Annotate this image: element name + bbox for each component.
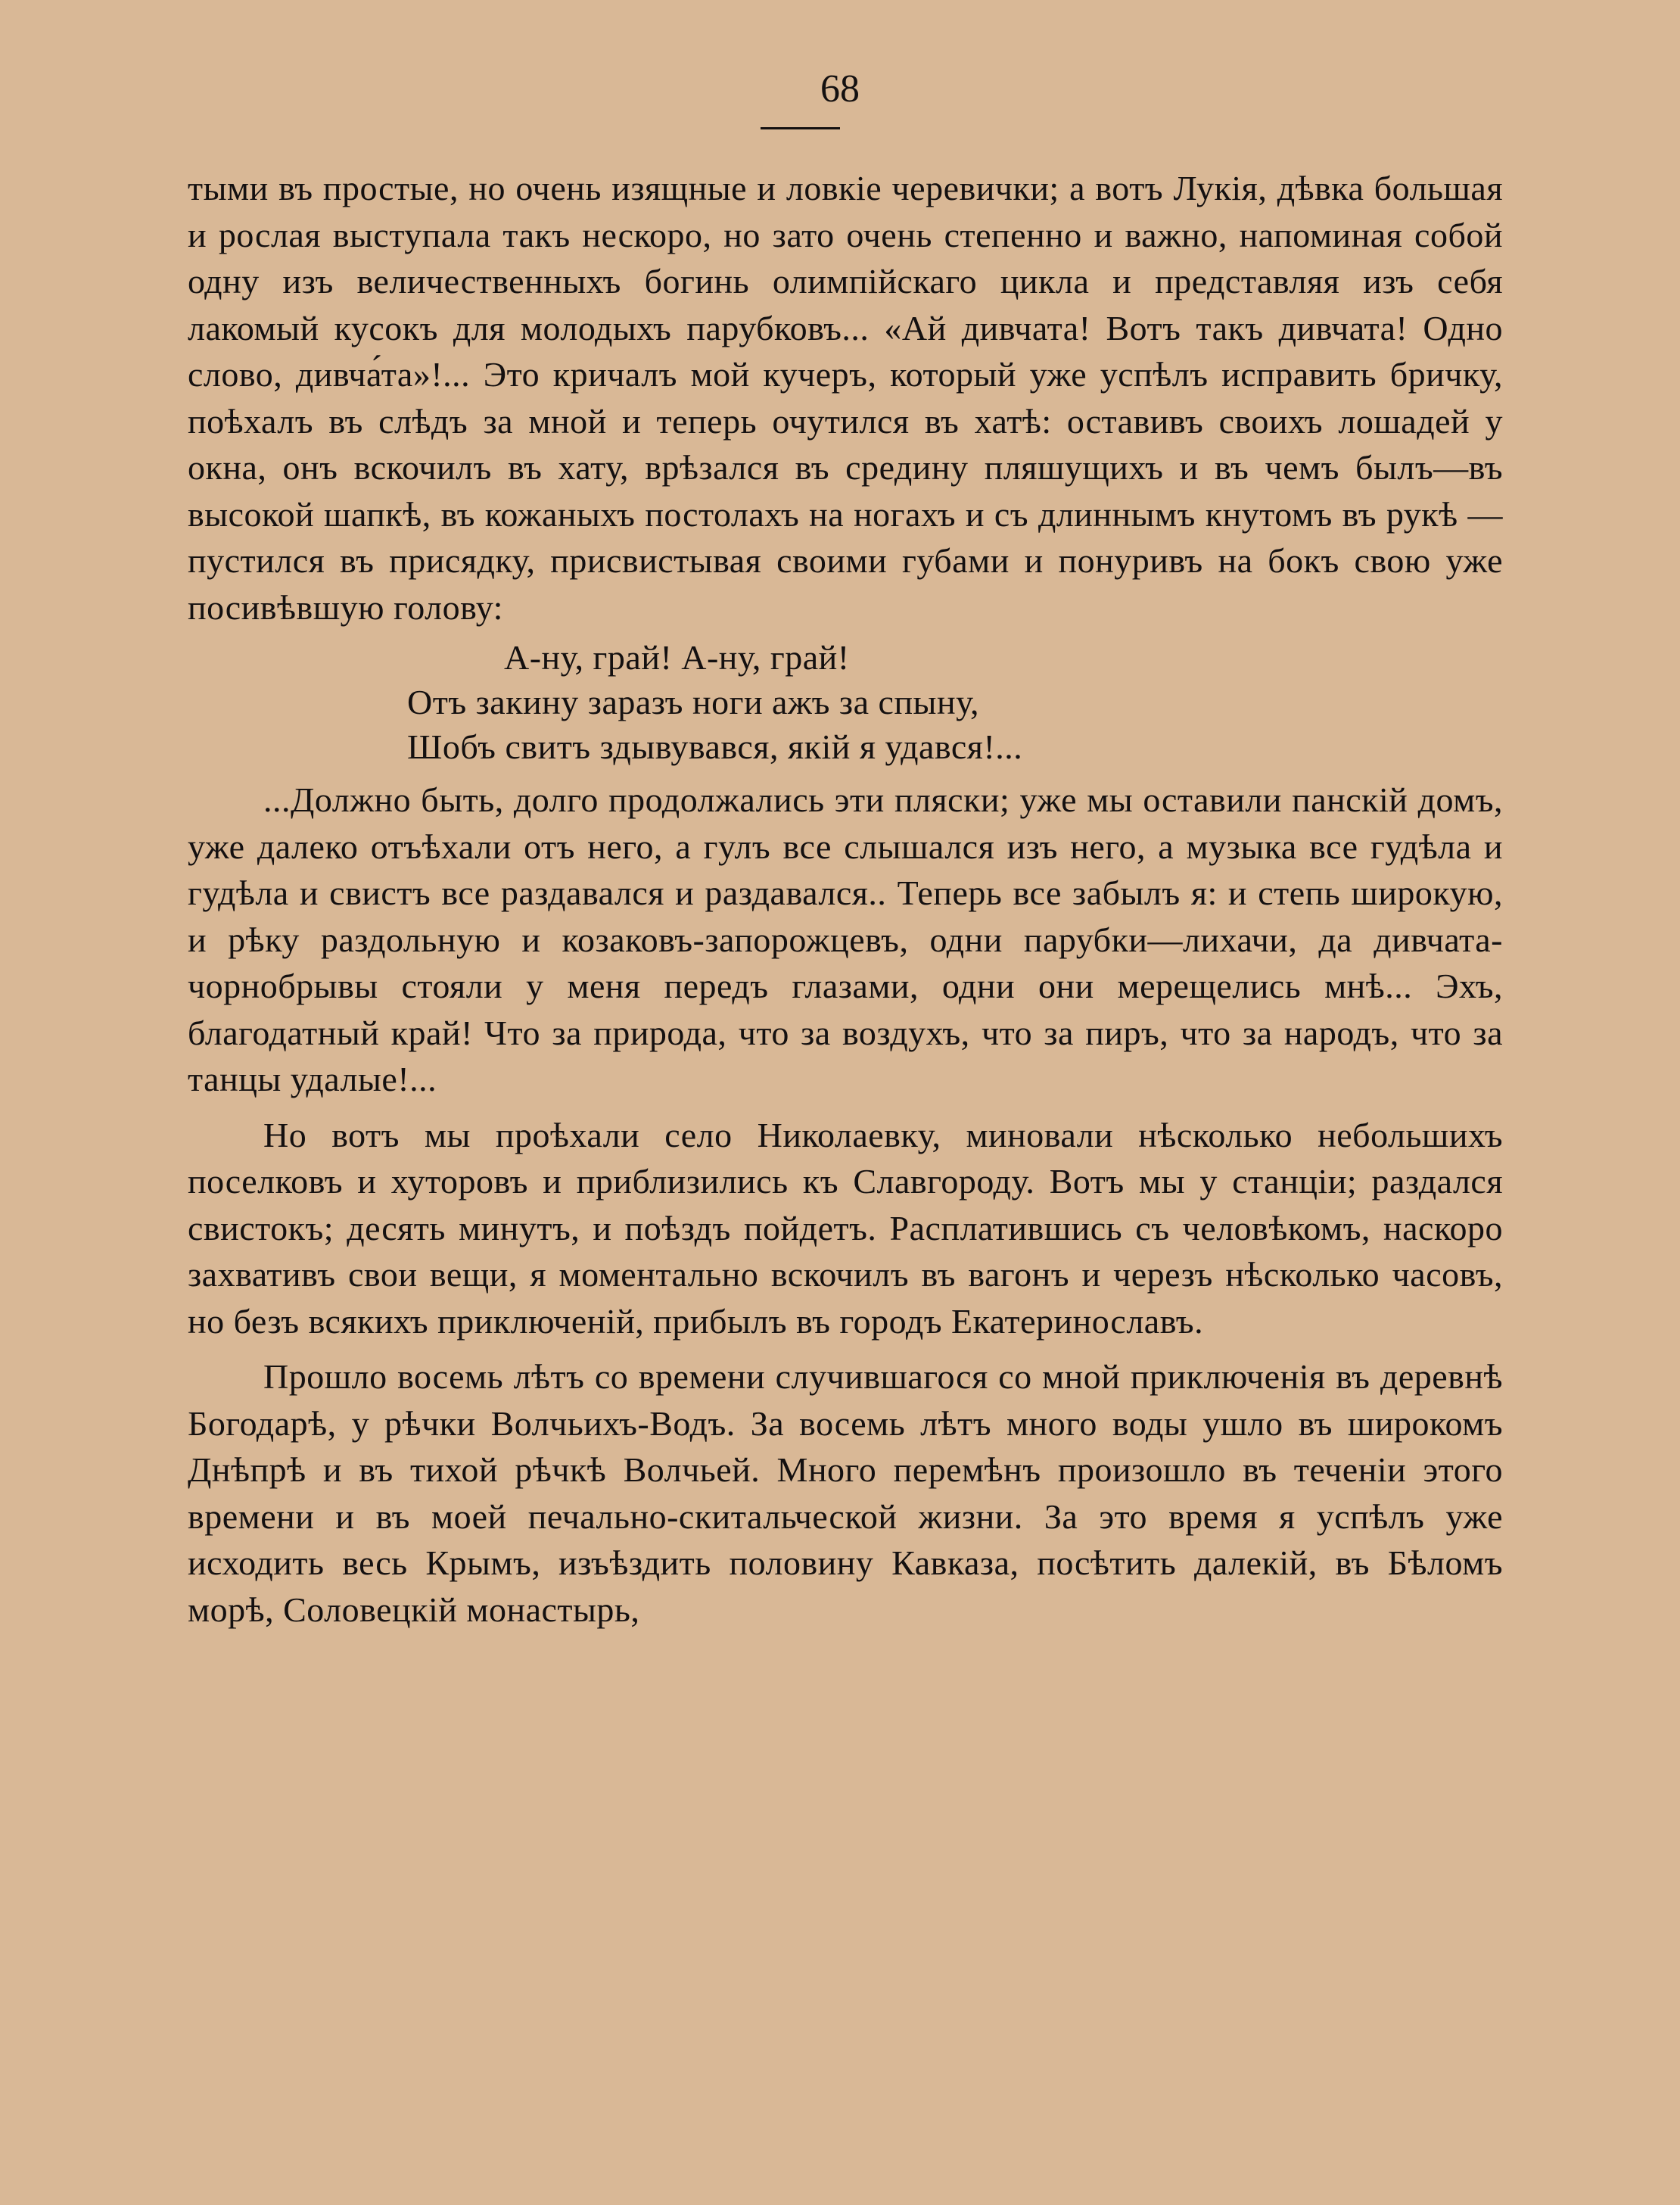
page-number-rule	[761, 127, 840, 129]
verse-line-2: Отъ закину заразъ ноги ажъ за спыну,	[407, 683, 979, 721]
verse-line-1: А-ну, грай! А-ну, грай!	[504, 638, 850, 677]
paragraph-3: Но вотъ мы проѣхали село Николаевку, миновали нѣсколько небольшихъ поселковъ и хуторовъ и приблизились къ Славгороду. Вотъ мы у станціи; раздался свистокъ; десять минутъ, и поѣздъ пойдетъ. Расплатившись съ человѣкомъ, наскоро захвативъ свои вещи, я моментально вскочилъ въ вагонъ и черезъ нѣсколько часовъ, но безъ всякихъ приключеній, прибылъ въ городъ Екатеринославъ.	[188, 1115, 1503, 1341]
verse-line-3: Шобъ свитъ здывувався, якій я удався!...	[407, 727, 1023, 766]
paragraph-1: тыми въ простые, но очень изящные и ловкіе черевички; а вотъ Лукія, дѣвка большая и рослая выступала такъ нескоро, но зато очень степенно и важно, напоминая собой одну изъ величественныхъ богинь олимпійскаго цикла и представляя изъ себя лакомый кусокъ для молодыхъ парубковъ... «Ай дивчата! Вотъ такъ дивчата! Одно слово, дивча́та»!... Это кричалъ мой кучеръ, который уже успѣлъ исправить бричку, поѣхалъ въ слѣдъ за мной и теперь очутился въ хатѣ: оставивъ своихъ лошадей у окна, онъ вскочилъ въ хату, врѣзался въ средину пляшущихъ и въ чемъ былъ—въ высокой шапкѣ, въ кожаныхъ постолахъ на ногахъ и съ длиннымъ кнутомъ въ рукѣ — пустился въ присядку, присвистывая своими губами и понуривъ на бокъ свою уже посивѣвшую голову:	[188, 169, 1503, 627]
page-text	[188, 165, 1503, 1633]
paragraph-2: ...Должно быть, долго продолжались эти пляски; уже мы оставили панскій домъ, уже далеко отъѣхали отъ него, а гулъ все слышался изъ него, а музыка все гудѣла и гудѣла и свистъ все раздавался и раздавался.. Теперь все забылъ я: и степь широкую, и рѣку раздольную и козаковъ-запорожцевъ, одни парубки—лихачи, да дивчата-чорнобрывы стояли у меня передъ глазами, одни они мерещелись мнѣ... Эхъ, благодатный край! Что за природа, что за воздухъ, что за пиръ, что за народъ, что за танцы удалые!...	[188, 780, 1503, 1098]
paragraph-4: Прошло восемь лѣтъ со времени случившагося со мной приключенія въ деревнѣ Богодарѣ, у рѣчки Волчьихъ-Водъ. За восемь лѣтъ много воды ушло въ широкомъ Днѣпрѣ и въ тихой рѣчкѣ Волчьей. Много перемѣнъ произошло въ теченіи этого времени и въ моей печально-скитальческой жизни. За это время я успѣлъ уже исходить весь Крымъ, изъѣздить половину Кавказа, посѣтить далекій, въ Бѣломъ морѣ, Соловецкій монастырь,	[188, 1357, 1503, 1629]
page-number: 68	[820, 67, 860, 111]
verse	[407, 631, 1503, 777]
